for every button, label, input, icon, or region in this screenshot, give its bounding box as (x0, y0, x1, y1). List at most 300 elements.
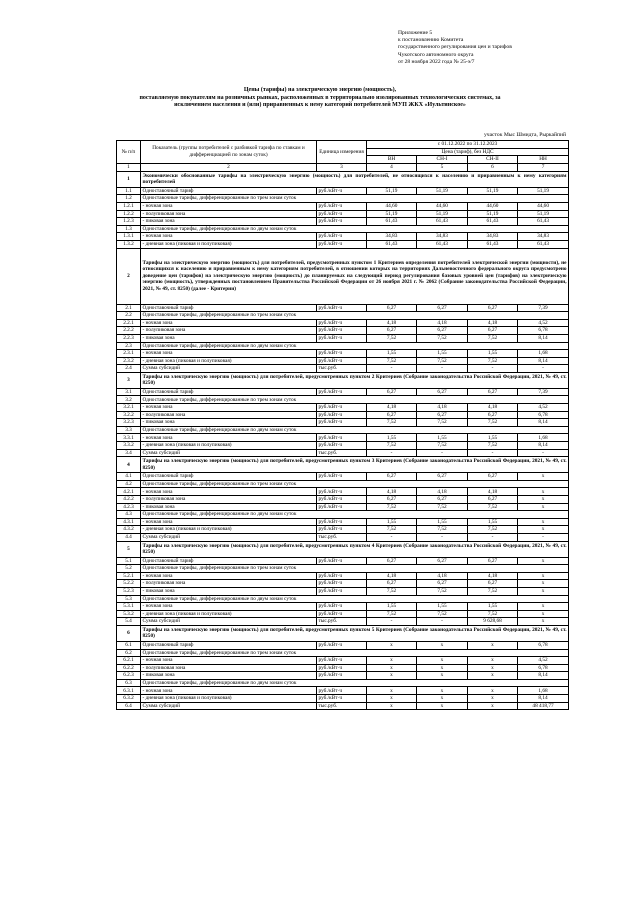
unit-cell: руб./кВт·ч (317, 687, 367, 695)
row-number: 2.3.1 (117, 350, 141, 358)
unit-cell: руб./кВт·ч (317, 240, 367, 248)
row-title: - дневная зона (пиковая и полупиковая) (141, 357, 317, 365)
table-row (117, 396, 569, 404)
row-title: Одноставочный тариф (141, 641, 317, 649)
row-title: - дневная зона (пиковая и полупиковая) (141, 442, 317, 450)
value-cell: 7,52 (367, 334, 417, 342)
table-row (117, 233, 569, 241)
row-title: Одноставочные тарифы, дифференцированные по двум зонам суток (141, 426, 569, 434)
unit-cell: руб./кВт·ч (317, 442, 367, 450)
unit-cell: руб./кВт·ч (317, 664, 367, 672)
table-row (117, 202, 569, 210)
value-cell: 7,52 (468, 503, 518, 511)
table-row (117, 187, 569, 195)
row-title: - дневная зона (пиковая и полупиковая) (141, 240, 317, 248)
unit-cell: руб./кВт·ч (317, 503, 367, 511)
table-row (117, 350, 569, 358)
table-row (117, 488, 569, 496)
value-cell: 1,68 (518, 434, 569, 442)
document-title (70, 87, 570, 110)
table-row (117, 503, 569, 511)
table-row (117, 218, 569, 226)
value-cell: 8,14 (518, 357, 569, 365)
value-cell: 7,52 (367, 503, 417, 511)
value-cell: 6,27 (367, 473, 417, 481)
unit-cell: руб./кВт·ч (317, 404, 367, 412)
value-cell: 4,18 (468, 319, 518, 327)
row-title: Сумма субсидий (141, 533, 317, 541)
value-cell: 6,27 (417, 327, 468, 335)
value-cell: 61,43 (468, 218, 518, 226)
table-row (117, 518, 569, 526)
value-cell: 6,27 (367, 411, 417, 419)
unit-cell: руб./кВт·ч (317, 641, 367, 649)
row-title: Одноставочные тарифы, дифференцированные по трем зонам суток (141, 396, 569, 404)
unit-cell: руб./кВт·ч (317, 357, 367, 365)
value-cell: 6,27 (417, 473, 468, 481)
value-cell: 6,27 (417, 411, 468, 419)
unit-cell: руб./кВт·ч (317, 388, 367, 396)
value-cell: 7,52 (367, 419, 417, 427)
section-title: Тарифы на электрическую энергию (мощность) для потребителей, предусмотренных пунктом 3 Критериев (Собрание законодательства Российской Федерации, 2021, № 49, ст. 8250) (142, 458, 567, 471)
row-title: - полупиковая зона (141, 664, 317, 672)
value-cell: 7,52 (417, 357, 468, 365)
value-cell: x (468, 687, 518, 695)
value-cell: 6,27 (367, 327, 417, 335)
value-cell: x (367, 657, 417, 665)
unit-cell: руб./кВт·ч (317, 695, 367, 703)
value-cell: 34,83 (367, 233, 417, 241)
row-number: 3.3 (117, 426, 141, 434)
unit-cell: руб./кВт·ч (317, 572, 367, 580)
table-row (117, 404, 569, 412)
value-cell: x (518, 473, 569, 481)
row-title: - дневная зона (пиковая и полупиковая) (141, 526, 317, 534)
row-number: 5.2.3 (117, 587, 141, 595)
value-cell: 6,27 (468, 473, 518, 481)
value-cell: 7,52 (468, 442, 518, 450)
value-cell: x (417, 657, 468, 665)
value-cell: 1,55 (367, 350, 417, 358)
row-title: Сумма субсидий (141, 618, 317, 626)
row-title: Одноставочные тарифы, дифференцированные по трем зонам суток (141, 312, 569, 320)
unit-cell: руб./кВт·ч (317, 434, 367, 442)
table-row (117, 195, 569, 203)
table-row (117, 357, 569, 365)
unit-cell: руб./кВт·ч (317, 411, 367, 419)
unit-cell: руб./кВт·ч (317, 327, 367, 335)
value-cell: x (417, 702, 468, 710)
table-row (117, 342, 569, 350)
row-number: 5.2 (117, 565, 141, 573)
value-cell: - (367, 618, 417, 626)
value-cell: x (367, 702, 417, 710)
row-number: 5.3.2 (117, 610, 141, 618)
unit-cell: руб./кВт·ч (317, 202, 367, 210)
value-cell: 34,83 (518, 233, 569, 241)
row-number: 2.3 (117, 342, 141, 350)
title-line: поставляемую покупателям на розничных рынках, расположенных в территориально изолированных технологических системах, за (139, 94, 501, 101)
value-cell: - (417, 449, 468, 457)
value-cell: 4,18 (468, 488, 518, 496)
value-cell: 1,55 (417, 350, 468, 358)
value-cell: 4,18 (367, 488, 417, 496)
row-number: 1.3 (117, 225, 141, 233)
value-cell: 7,52 (468, 526, 518, 534)
value-cell: 61,43 (518, 240, 569, 248)
header-level-vn: ВН (367, 156, 417, 164)
value-cell: - (367, 365, 417, 373)
row-number: 5.4 (117, 618, 141, 626)
row-number: 4.3.2 (117, 526, 141, 534)
value-cell: 7,52 (468, 357, 518, 365)
row-number: 4.1 (117, 473, 141, 481)
value-cell: 1,55 (367, 434, 417, 442)
table-row (117, 225, 569, 233)
value-cell: 1,55 (367, 603, 417, 611)
row-title: - ночная зона (141, 603, 317, 611)
value-cell: 8,14 (518, 442, 569, 450)
value-cell: 6,27 (468, 304, 518, 312)
value-cell: 6,27 (468, 388, 518, 396)
value-cell: 51,19 (367, 187, 417, 195)
value-cell: x (518, 610, 569, 618)
value-cell: 6,27 (417, 304, 468, 312)
table-row (117, 312, 569, 320)
row-number: 3.2.1 (117, 404, 141, 412)
row-number: 1.2 (117, 195, 141, 203)
table-row (117, 210, 569, 218)
value-cell: 4,18 (417, 572, 468, 580)
value-cell: 1,55 (417, 603, 468, 611)
value-cell: 7,52 (367, 526, 417, 534)
value-cell: 1,55 (417, 518, 468, 526)
value-cell: x (367, 672, 417, 680)
value-cell: x (518, 587, 569, 595)
value-cell: 34,83 (468, 233, 518, 241)
table-row (117, 603, 569, 611)
row-number: 6.2 (117, 649, 141, 657)
value-cell: 4,18 (367, 404, 417, 412)
table-row (117, 641, 569, 649)
row-number: 6.3 (117, 679, 141, 687)
row-number: 1.2.3 (117, 218, 141, 226)
column-index: 1 (117, 163, 141, 171)
unit-cell: руб./кВт·ч (317, 603, 367, 611)
column-index: 7 (518, 163, 569, 171)
section-row (117, 248, 569, 304)
row-number: 2.3.2 (117, 357, 141, 365)
table-row (117, 334, 569, 342)
table-row (117, 411, 569, 419)
value-cell: 44,60 (417, 202, 468, 210)
value-cell: 1,68 (518, 350, 569, 358)
row-title: - пиковая зона (141, 218, 317, 226)
row-number: 6.2.2 (117, 664, 141, 672)
row-number: 2.2.1 (117, 319, 141, 327)
value-cell: 6,27 (367, 557, 417, 565)
value-cell: 6,27 (468, 557, 518, 565)
table-row (117, 664, 569, 672)
row-title: - полупиковая зона (141, 580, 317, 588)
value-cell: - (417, 533, 468, 541)
row-number: 6.2.3 (117, 672, 141, 680)
value-cell: x (518, 603, 569, 611)
row-number: 2.2.3 (117, 334, 141, 342)
unit-cell: руб./кВт·ч (317, 657, 367, 665)
value-cell: - (417, 365, 468, 373)
row-title: Одноставочные тарифы, дифференцированные по трем зонам суток (141, 195, 569, 203)
row-title: - ночная зона (141, 488, 317, 496)
value-cell: x (518, 580, 569, 588)
unit-cell: тыс.руб. (317, 449, 367, 457)
row-title: - полупиковая зона (141, 327, 317, 335)
value-cell: 51,19 (417, 210, 468, 218)
value-cell: 7,52 (468, 334, 518, 342)
row-number: 3.3.2 (117, 442, 141, 450)
row-number: 4.2 (117, 480, 141, 488)
row-title: - пиковая зона (141, 587, 317, 595)
row-title: Одноставочный тариф (141, 473, 317, 481)
row-number: 6.1 (117, 641, 141, 649)
table-row (117, 595, 569, 603)
row-number: 4.4 (117, 533, 141, 541)
appendix-line: государственного регулирования цен и тарифов (398, 44, 512, 51)
table-row (117, 304, 569, 312)
row-title: - дневная зона (пиковая и полупиковая) (141, 695, 317, 703)
value-cell: x (518, 496, 569, 504)
column-index: 4 (367, 163, 417, 171)
value-cell: 51,19 (518, 187, 569, 195)
row-number: 1.3.1 (117, 233, 141, 241)
title-line: Цены (тарифы) на электрическую энергию (мощность), (243, 87, 397, 93)
value-cell: x (367, 695, 417, 703)
appendix-line: Чукотского автономного округа (398, 51, 474, 58)
value-cell: x (468, 672, 518, 680)
value-cell: 61,43 (367, 218, 417, 226)
value-cell: 6,78 (518, 664, 569, 672)
row-number: 1.2.1 (117, 202, 141, 210)
row-number: 2.2 (117, 312, 141, 320)
value-cell: 34,83 (417, 233, 468, 241)
unit-cell: руб./кВт·ч (317, 557, 367, 565)
unit-cell: руб./кВт·ч (317, 518, 367, 526)
value-cell: 51,19 (468, 210, 518, 218)
appendix-line: от 28 ноября 2022 года № 25-э/7 (398, 58, 475, 65)
value-cell: 6,27 (417, 496, 468, 504)
row-number: 4.2.2 (117, 496, 141, 504)
header-period: с 01.12.2022 по 31.12.2023 (367, 141, 569, 149)
row-title: - ночная зона (141, 319, 317, 327)
row-title: - ночная зона (141, 350, 317, 358)
row-number: 6 (117, 625, 141, 641)
row-title: Сумма субсидий (141, 365, 317, 373)
unit-cell: руб./кВт·ч (317, 334, 367, 342)
column-index: 5 (417, 163, 468, 171)
value-cell: 7,52 (367, 587, 417, 595)
row-title: Одноставочный тариф (141, 557, 317, 565)
row-title: Одноставочные тарифы, дифференцированные по двум зонам суток (141, 342, 569, 350)
value-cell: 8,14 (518, 419, 569, 427)
value-cell: 6,27 (468, 580, 518, 588)
value-cell: 44,60 (518, 202, 569, 210)
location-label: участок Мыс Шмидта, Рыркайпий (483, 132, 566, 138)
row-number: 1.3.2 (117, 240, 141, 248)
value-cell: 6,27 (417, 557, 468, 565)
row-title: - пиковая зона (141, 503, 317, 511)
header-indicator: Показатель (группы потребителей с разбивкой тарифа по ставкам и дифференциацией по зонам суток) (141, 141, 317, 164)
tariff-table-body (117, 171, 569, 709)
column-index: 2 (141, 163, 317, 171)
row-title: Сумма субсидий (141, 702, 317, 710)
value-cell: 1,55 (367, 518, 417, 526)
section-row (117, 457, 569, 473)
unit-cell: руб./кВт·ч (317, 187, 367, 195)
value-cell: x (518, 503, 569, 511)
table-row (117, 473, 569, 481)
row-number: 2.4 (117, 365, 141, 373)
section-row (117, 541, 569, 557)
row-number: 2.2.2 (117, 327, 141, 335)
table-row (117, 365, 569, 373)
header-number: № п/п (117, 141, 141, 164)
unit-cell: руб./кВт·ч (317, 304, 367, 312)
row-title: Одноставочные тарифы, дифференцированные по двум зонам суток (141, 511, 569, 519)
value-cell: 4,18 (417, 488, 468, 496)
value-cell: 61,43 (417, 218, 468, 226)
row-number: 5.3 (117, 595, 141, 603)
appendix-header (398, 30, 558, 66)
value-cell: 1,68 (518, 687, 569, 695)
value-cell: 7,52 (468, 419, 518, 427)
table-row (117, 557, 569, 565)
unit-cell: тыс.руб. (317, 618, 367, 626)
value-cell: 6,78 (518, 327, 569, 335)
value-cell: 7,39 (518, 304, 569, 312)
row-number: 4.3 (117, 511, 141, 519)
row-title: Одноставочные тарифы, дифференцированные по двум зонам суток (141, 679, 569, 687)
value-cell: - (518, 533, 569, 541)
row-number: 3.4 (117, 449, 141, 457)
section-row (117, 625, 569, 641)
row-number: 6.3.1 (117, 687, 141, 695)
value-cell: x (417, 664, 468, 672)
value-cell: - (417, 618, 468, 626)
row-number: 6.2.1 (117, 657, 141, 665)
table-row (117, 587, 569, 595)
value-cell: 7,52 (417, 419, 468, 427)
value-cell: 6,78 (518, 411, 569, 419)
unit-cell: руб./кВт·ч (317, 672, 367, 680)
value-cell: x (417, 672, 468, 680)
value-cell: 6,27 (468, 411, 518, 419)
unit-cell: тыс.руб. (317, 365, 367, 373)
unit-cell: руб./кВт·ч (317, 587, 367, 595)
row-title: - полупиковая зона (141, 411, 317, 419)
unit-cell: руб./кВт·ч (317, 210, 367, 218)
row-number: 1.2.2 (117, 210, 141, 218)
value-cell: - (367, 533, 417, 541)
row-title: Одноставочный тариф (141, 187, 317, 195)
value-cell: 7,52 (417, 587, 468, 595)
unit-cell: руб./кВт·ч (317, 526, 367, 534)
value-cell: 48 418,77 (518, 702, 569, 710)
row-number: 3.3.1 (117, 434, 141, 442)
value-cell: 6,27 (367, 496, 417, 504)
section-title: Тарифы на электрическую энергию (мощность) для потребителей, предусмотренных пунктом 5 Критериев (Собрание законодательства Российской Федерации, 2021, № 49, ст. 8250) (142, 627, 567, 640)
value-cell: 1,55 (468, 434, 518, 442)
section-row (117, 171, 569, 187)
value-cell: 7,52 (468, 610, 518, 618)
value-cell: 7,52 (367, 610, 417, 618)
row-title: - ночная зона (141, 687, 317, 695)
value-cell: - (468, 533, 518, 541)
value-cell: 4,18 (417, 404, 468, 412)
value-cell: 4,18 (367, 572, 417, 580)
table-row (117, 679, 569, 687)
unit-cell: руб./кВт·ч (317, 419, 367, 427)
section-title: Тарифы на электрическую энергию (мощность) для потребителей, предусмотренных пунктом 2 Критериев (Собрание законодательства Российской Федерации, 2021, № 49, ст. 8250) (142, 373, 567, 387)
table-row (117, 687, 569, 695)
unit-cell: руб./кВт·ч (317, 496, 367, 504)
row-number: 5.2.2 (117, 580, 141, 588)
row-number: 5.2.1 (117, 572, 141, 580)
header-level-sn1: СН-I (417, 156, 468, 164)
unit-cell: руб./кВт·ч (317, 350, 367, 358)
value-cell: 1,55 (468, 518, 518, 526)
value-cell: x (468, 641, 518, 649)
value-cell: 4,18 (417, 319, 468, 327)
row-number: 6.3.2 (117, 695, 141, 703)
value-cell: x (417, 687, 468, 695)
table-row (117, 657, 569, 665)
unit-cell: руб./кВт·ч (317, 233, 367, 241)
value-cell: 1,55 (468, 603, 518, 611)
row-title: - ночная зона (141, 434, 317, 442)
table-row (117, 672, 569, 680)
value-cell: 51,19 (468, 187, 518, 195)
table-row (117, 480, 569, 488)
unit-cell: руб./кВт·ч (317, 319, 367, 327)
value-cell: 61,43 (417, 240, 468, 248)
row-number: 4.2.1 (117, 488, 141, 496)
table-row (117, 511, 569, 519)
value-cell: 9 628,68 (468, 618, 518, 626)
column-index: 3 (317, 163, 367, 171)
value-cell: 6,27 (417, 388, 468, 396)
value-cell: 7,52 (468, 587, 518, 595)
row-title: - ночная зона (141, 202, 317, 210)
table-row (117, 388, 569, 396)
section-title: Тарифы на электрическую энергию (мощность) для потребителей, предусмотренных пунктом 4 Критериев (Собрание законодательства Российской Федерации, 2021, № 49, ст. 8250) (142, 542, 567, 556)
table-row (117, 702, 569, 710)
appendix-line: Приложение 5 (398, 30, 433, 36)
table-row (117, 533, 569, 541)
row-number: 3.1 (117, 388, 141, 396)
row-title: Одноставочные тарифы, дифференцированные по двум зонам суток (141, 595, 569, 603)
value-cell: - (518, 365, 569, 373)
table-row (117, 610, 569, 618)
tariff-table (116, 140, 569, 710)
row-title: - полупиковая зона (141, 496, 317, 504)
row-title: Одноставочный тариф (141, 304, 317, 312)
value-cell: 4,52 (518, 319, 569, 327)
section-row (117, 372, 569, 388)
value-cell: 7,52 (417, 610, 468, 618)
row-title: - пиковая зона (141, 419, 317, 427)
column-index: 6 (468, 163, 518, 171)
value-cell: x (518, 488, 569, 496)
